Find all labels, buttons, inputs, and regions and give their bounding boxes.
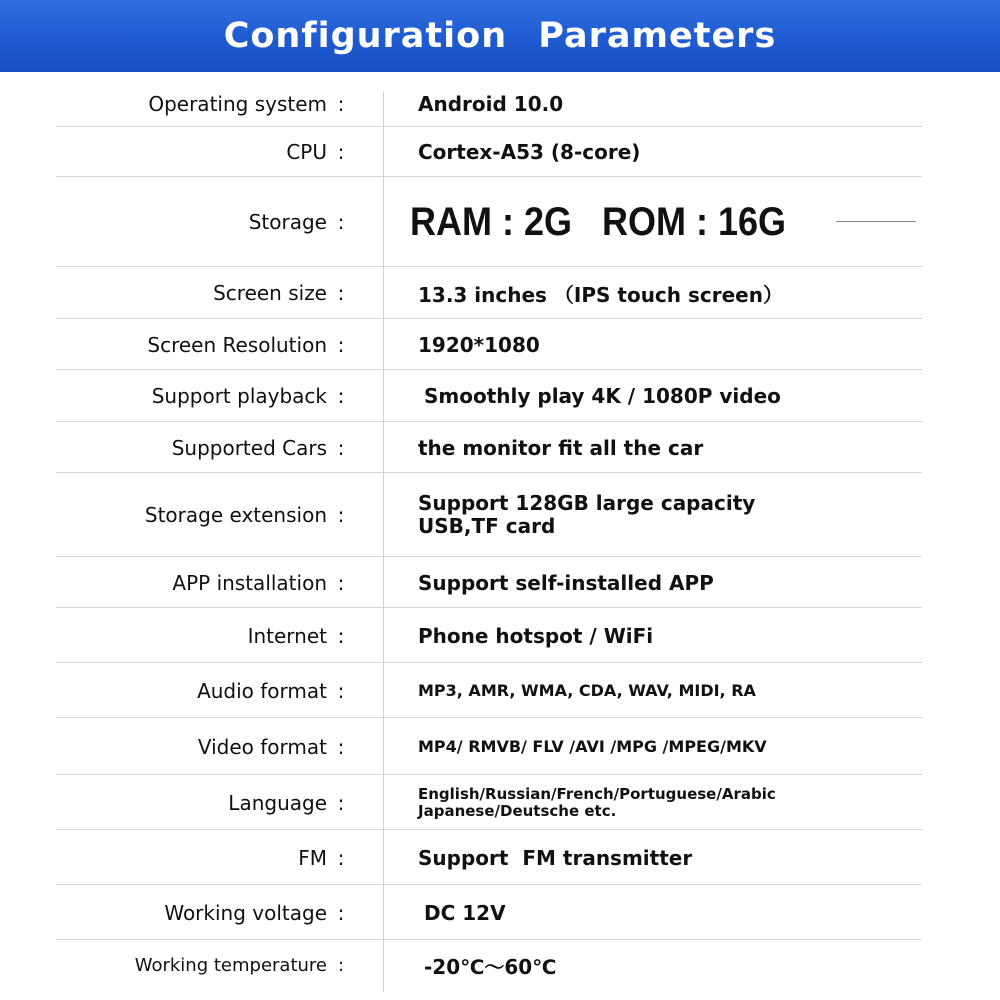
spec-value: Android 10.0	[418, 91, 564, 116]
spec-label: Internet :	[247, 623, 345, 648]
page-title: Configuration Parameters	[223, 16, 777, 56]
spec-row-working-voltage	[0, 885, 1000, 940]
spec-value: Cortex-A53 (8-core)	[418, 140, 641, 164]
spec-row-storage-extension	[0, 473, 1000, 557]
spec-label: Screen size :	[213, 281, 345, 305]
spec-label: Working voltage :	[164, 900, 345, 925]
spec-label: Language :	[228, 790, 345, 815]
spec-value: Support FM transmitter	[418, 845, 693, 870]
spec-label: Working temperature :	[134, 954, 345, 976]
spec-row-screen-resolution	[0, 319, 1000, 370]
spec-value: 1920*1080	[418, 332, 540, 357]
spec-row-internet	[0, 608, 1000, 663]
spec-row-operating-system	[0, 80, 1000, 127]
spec-value: RAM : 2G ROM : 16G	[410, 199, 787, 244]
spec-label: Support playback :	[151, 384, 345, 408]
spec-value: MP3, AMR, WMA, CDA, WAV, MIDI, RA	[418, 681, 756, 700]
spec-label: FM :	[298, 845, 345, 870]
spec-value: the monitor fit all the car	[418, 435, 704, 460]
spec-value: Support 128GB large capacity USB,TF card	[418, 491, 756, 538]
spec-label: Storage extension :	[144, 503, 345, 527]
spec-row-working-temperature	[0, 940, 1000, 990]
spec-label: Video format :	[197, 734, 345, 759]
spec-row-screen-size	[0, 267, 1000, 319]
spec-row-audio-format	[0, 663, 1000, 718]
decorative-line	[836, 221, 916, 222]
spec-row-language	[0, 775, 1000, 830]
spec-label: APP installation :	[172, 570, 345, 595]
spec-value: DC 12V	[424, 900, 506, 925]
spec-label: Operating system :	[148, 91, 345, 116]
spec-value: MP4/ RMVB/ FLV /AVI /MPG /MPEG/MKV	[418, 737, 767, 756]
spec-label: CPU :	[286, 140, 345, 164]
spec-value: Phone hotspot / WiFi	[418, 623, 654, 648]
spec-label: Screen Resolution :	[147, 332, 345, 357]
spec-value: Smoothly play 4K / 1080P video	[424, 384, 781, 408]
spec-row-storage	[0, 177, 1000, 267]
spec-row-supported-cars	[0, 422, 1000, 473]
spec-label: Storage :	[248, 210, 345, 234]
spec-value: 13.3 inches （IPS touch screen）	[418, 282, 783, 307]
spec-label: Supported Cars :	[171, 435, 345, 460]
spec-row-cpu	[0, 127, 1000, 177]
spec-row-support-playback	[0, 370, 1000, 422]
spec-value: -20℃～60℃	[424, 954, 557, 979]
spec-row-app-installation	[0, 557, 1000, 608]
title-banner	[0, 0, 1000, 72]
spec-value: Support self-installed APP	[418, 570, 714, 595]
spec-row-fm	[0, 830, 1000, 885]
spec-row-video-format	[0, 718, 1000, 775]
spec-label: Audio format :	[197, 678, 345, 703]
spec-value: English/Russian/French/Portuguese/Arabic Japanese/Deutsche etc.	[418, 784, 776, 820]
